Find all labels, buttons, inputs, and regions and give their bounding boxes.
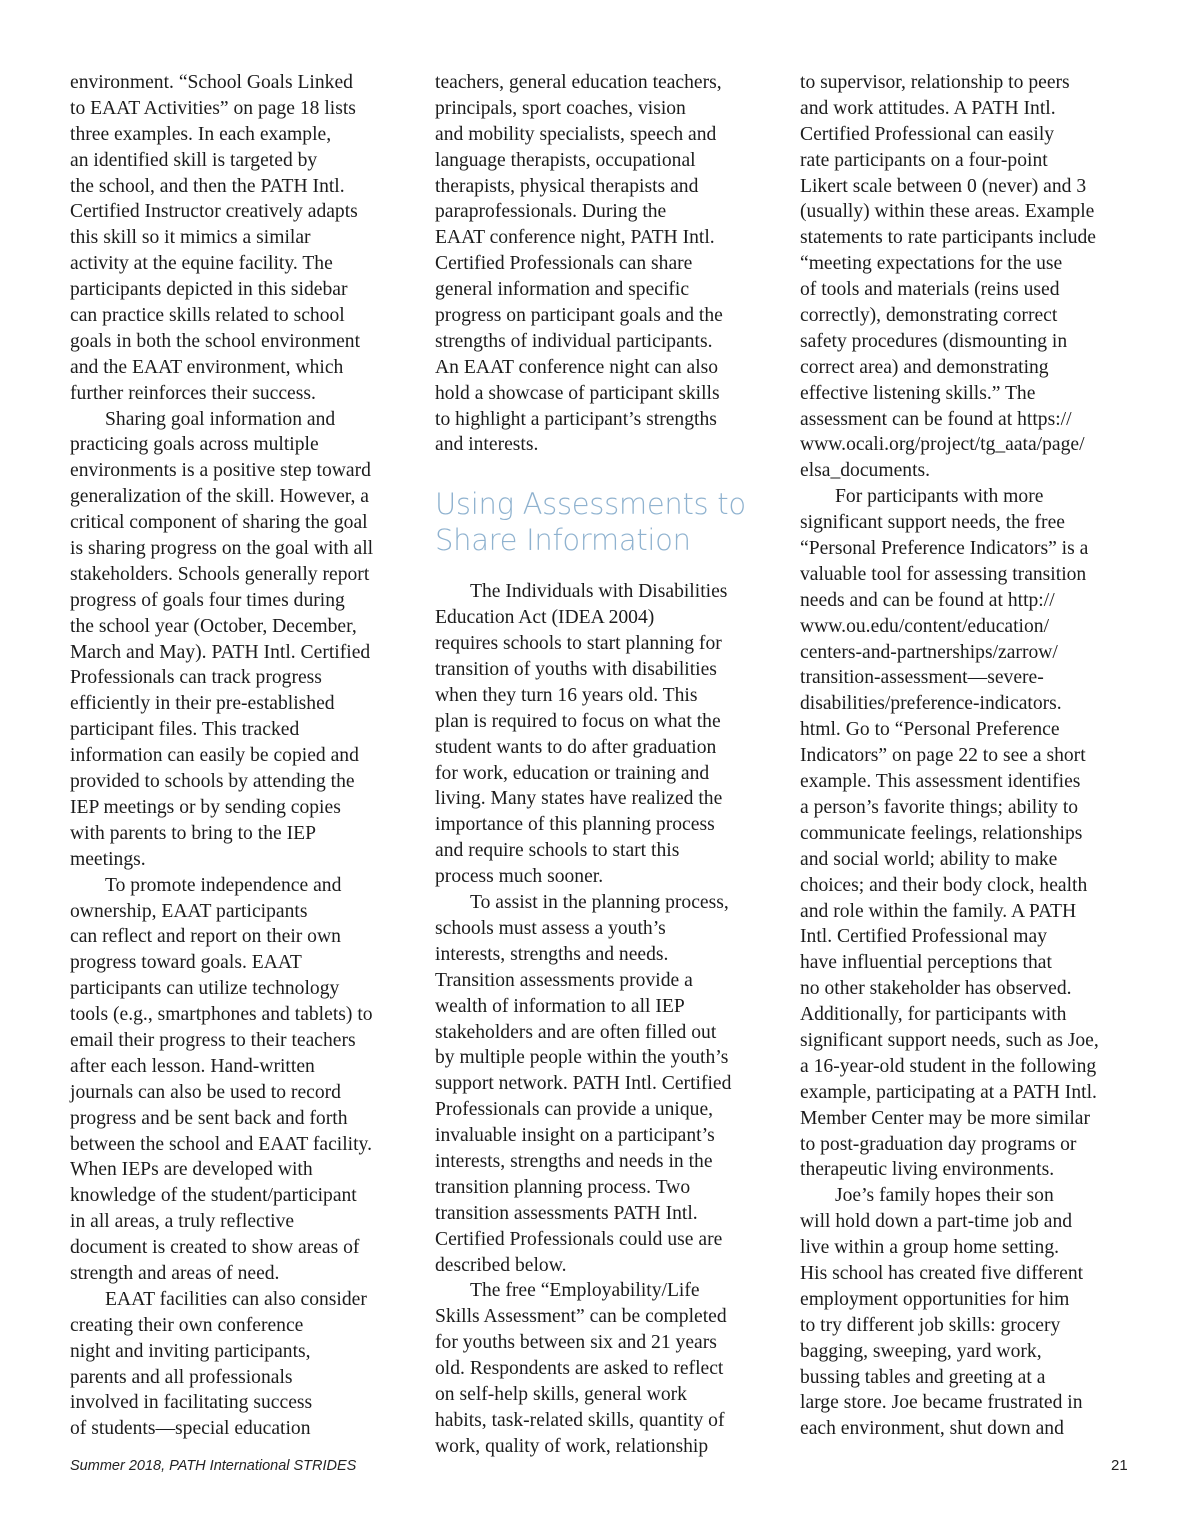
text-line: His school has created five different: [800, 1262, 1084, 1284]
text-line: progress on participant goals and the: [435, 305, 723, 327]
text-line: for youths between six and 21 years: [435, 1332, 717, 1354]
text-line: transition of youths with disabilities: [435, 659, 717, 681]
text-line: Transition assessments provide a: [435, 969, 693, 991]
paragraph-start-line: Sharing goal information and: [105, 408, 336, 430]
text-line: “meeting expectations for the use: [800, 253, 1063, 275]
text-column-2: [435, 70, 780, 1460]
text-line: activity at the equine facility. The: [70, 253, 333, 275]
text-line: Likert scale between 0 (never) and 3: [800, 175, 1087, 197]
text-line: principals, sport coaches, vision: [435, 97, 686, 119]
text-line: progress and be sent back and forth: [70, 1107, 348, 1129]
text-line: “Personal Preference Indicators” is a: [800, 538, 1089, 560]
paragraph-start-line: The free “Employability/Life: [470, 1280, 700, 1302]
text-line: Member Center may be more similar: [800, 1107, 1091, 1129]
text-line: of tools and materials (reins used: [800, 279, 1060, 301]
text-line: the school, and then the PATH Intl.: [70, 175, 345, 197]
text-line: an identified skill is targeted by: [70, 149, 318, 171]
text-line: critical component of sharing the goal: [70, 512, 368, 534]
text-line: paraprofessionals. During the: [435, 201, 667, 223]
text-line: meetings.: [70, 848, 146, 870]
text-column-3: [800, 70, 1145, 1442]
text-line: participants can utilize technology: [70, 978, 340, 1000]
text-line: generalization of the skill. However, a: [70, 486, 369, 508]
text-line: on self-help skills, general work: [435, 1383, 687, 1405]
text-line: strength and areas of need.: [70, 1262, 280, 1284]
text-line: significant support needs, such as Joe,: [800, 1029, 1099, 1051]
text-line: Education Act (IDEA 2004): [435, 607, 655, 629]
text-line: interests, strengths and needs in the: [435, 1150, 713, 1172]
text-line: progress toward goals. EAAT: [70, 952, 302, 974]
text-line: bussing tables and greeting at a: [800, 1366, 1046, 1388]
text-line: example. This assessment identifies: [800, 771, 1081, 793]
text-line: goals in both the school environment: [70, 330, 361, 352]
text-line: and mobility specialists, speech and: [435, 123, 717, 145]
paragraph-start-line: Joe’s family hopes their son: [835, 1185, 1054, 1207]
text-line: to post-graduation day programs or: [800, 1133, 1077, 1155]
text-line: stakeholders. Schools generally report: [70, 563, 370, 585]
text-line: progress of goals four times during: [70, 589, 345, 611]
text-line: transition-assessment—severe-: [800, 667, 1044, 689]
text-line: plan is required to focus on what the: [435, 710, 721, 732]
text-line: provided to schools by attending the: [70, 771, 355, 793]
text-line: choices; and their body clock, health: [800, 874, 1088, 896]
text-line: knowledge of the student/participant: [70, 1185, 357, 1207]
text-line: large store. Joe became frustrated in: [800, 1392, 1083, 1414]
text-line: strengths of individual participants.: [435, 330, 713, 352]
text-line: www.ocali.org/project/tg_aata/page/: [800, 434, 1085, 456]
text-line: March and May). PATH Intl. Certified: [70, 641, 371, 663]
text-line: disabilities/preference-indicators.: [800, 693, 1062, 715]
text-line: live within a group home setting.: [800, 1237, 1060, 1259]
text-line: Additionally, for participants with: [800, 1004, 1067, 1026]
paragraph-start-line: For participants with more: [835, 486, 1044, 508]
text-column-1: [70, 70, 415, 1442]
text-line: participants depicted in this sidebar: [70, 279, 348, 301]
paragraph-start-line: EAAT facilities can also consider: [105, 1288, 367, 1310]
text-line: a person’s favorite things; ability to: [800, 796, 1079, 818]
text-line: Professionals can provide a unique,: [435, 1099, 714, 1121]
text-line: old. Respondents are asked to reflect: [435, 1358, 724, 1380]
text-line: with parents to bring to the IEP: [70, 822, 316, 844]
text-line: to try different job skills: grocery: [800, 1314, 1061, 1336]
text-line: involved in facilitating success: [70, 1392, 313, 1414]
text-line: Professionals can track progress: [70, 667, 322, 689]
text-line: assessment can be found at https://: [800, 408, 1072, 430]
text-line: wealth of information to all IEP: [435, 995, 685, 1017]
text-line: a 16-year-old student in the following: [800, 1055, 1097, 1077]
text-line: student wants to do after graduation: [435, 736, 717, 758]
text-line: Indicators” on page 22 to see a short: [800, 745, 1086, 767]
text-line: schools must assess a youth’s: [435, 917, 666, 939]
text-line: teachers, general education teachers,: [435, 72, 722, 93]
text-line: When IEPs are developed with: [70, 1159, 313, 1181]
text-line: therapeutic living environments.: [800, 1159, 1055, 1181]
text-line: document is created to show areas of: [70, 1237, 360, 1259]
text-line: IEP meetings or by sending copies: [70, 796, 341, 818]
text-line: will hold down a part-time job and: [800, 1211, 1073, 1233]
text-line: Certified Professionals can share: [435, 253, 693, 275]
text-line: and interests.: [435, 434, 539, 456]
text-line: elsa_documents.: [800, 460, 931, 482]
text-line: transition assessments PATH Intl.: [435, 1202, 698, 1224]
paragraph-start-line: To promote independence and: [105, 874, 342, 896]
text-line: transition planning process. Two: [435, 1176, 691, 1198]
text-line: habits, task-related skills, quantity of: [435, 1409, 725, 1431]
text-line: by multiple people within the youth’s: [435, 1047, 729, 1069]
text-line: significant support needs, the free: [800, 512, 1065, 534]
text-line: invaluable insight on a participant’s: [435, 1125, 715, 1147]
text-line: needs and can be found at http://: [800, 589, 1055, 611]
text-line: html. Go to “Personal Preference: [800, 719, 1060, 741]
text-line: safety procedures (dismounting in: [800, 330, 1068, 352]
text-line: of students—special education: [70, 1418, 311, 1440]
text-line: parents and all professionals: [70, 1366, 293, 1388]
text-line: creating their own conference: [70, 1314, 304, 1336]
text-line: and social world; ability to make: [800, 848, 1058, 870]
text-line: effective listening skills.” The: [800, 382, 1036, 404]
text-line: night and inviting participants,: [70, 1340, 311, 1362]
text-line: and work attitudes. A PATH Intl.: [800, 97, 1056, 119]
text-line: environment. “School Goals Linked: [70, 72, 353, 93]
text-line: interests, strengths and needs.: [435, 943, 669, 965]
text-line: no other stakeholder has observed.: [800, 978, 1072, 1000]
text-line: when they turn 16 years old. This: [435, 684, 698, 706]
footer-publication: Summer 2018, PATH International STRIDES: [70, 1458, 357, 1474]
text-line: for work, education or training and: [435, 762, 710, 784]
text-line: process much sooner.: [435, 866, 604, 888]
text-line: email their progress to their teachers: [70, 1029, 356, 1051]
text-line: between the school and EAAT facility.: [70, 1133, 372, 1155]
text-line: and require schools to start this: [435, 840, 680, 862]
text-line: correct area) and demonstrating: [800, 356, 1049, 378]
text-line: ownership, EAAT participants: [70, 900, 308, 922]
text-line: Certified Professional can easily: [800, 123, 1055, 145]
text-line: EAAT conference night, PATH Intl.: [435, 227, 715, 249]
text-line: in all areas, a truly reflective: [70, 1211, 295, 1233]
text-line: to highlight a participant’s strengths: [435, 408, 717, 430]
text-line: participant files. This tracked: [70, 719, 300, 741]
text-line: practicing goals across multiple: [70, 434, 319, 456]
text-line: is sharing progress on the goal with all: [70, 538, 374, 560]
text-line: general information and specific: [435, 279, 690, 301]
text-line: environments is a positive step toward: [70, 460, 371, 482]
text-line: after each lesson. Hand-written: [70, 1055, 315, 1077]
text-line: Skills Assessment” can be completed: [435, 1306, 727, 1328]
text-line: rate participants on a four-point: [800, 149, 1048, 171]
text-line: therapists, physical therapists and: [435, 175, 699, 197]
text-line: employment opportunities for him: [800, 1288, 1070, 1310]
text-line: and role within the family. A PATH: [800, 900, 1077, 922]
section-heading-line-2: Share Information: [435, 523, 691, 558]
section-heading: [435, 486, 780, 558]
text-line: described below.: [435, 1254, 567, 1276]
text-line: journals can also be used to record: [70, 1081, 341, 1103]
text-line: support network. PATH Intl. Certified: [435, 1073, 732, 1095]
text-line: communicate feelings, relationships: [800, 822, 1083, 844]
text-line: correctly), demonstrating correct: [800, 305, 1058, 327]
text-line: example, participating at a PATH Intl.: [800, 1081, 1097, 1103]
text-line: have influential perceptions that: [800, 952, 1052, 974]
text-line: each environment, shut down and: [800, 1418, 1064, 1440]
section-heading-line-1: Using Assessments to: [435, 487, 746, 522]
text-line: hold a showcase of participant skills: [435, 382, 720, 404]
text-line: www.ou.edu/content/education/: [800, 615, 1050, 637]
text-line: (usually) within these areas. Example: [800, 201, 1095, 223]
text-line: can reflect and report on their own: [70, 926, 341, 948]
text-line: living. Many states have realized the: [435, 788, 723, 810]
text-line: Certified Professionals could use are: [435, 1228, 723, 1250]
text-line: language therapists, occupational: [435, 149, 696, 171]
text-line: bagging, sweeping, yard work,: [800, 1340, 1042, 1362]
text-line: this skill so it mimics a similar: [70, 227, 311, 249]
text-line: centers-and-partnerships/zarrow/: [800, 641, 1058, 663]
text-line: three examples. In each example,: [70, 123, 332, 145]
text-line: further reinforces their success.: [70, 382, 316, 404]
text-line: information can easily be copied and: [70, 745, 359, 767]
text-line: importance of this planning process: [435, 814, 715, 836]
text-line: Certified Instructor creatively adapts: [70, 201, 358, 223]
text-line: tools (e.g., smartphones and tablets) to: [70, 1004, 373, 1026]
paragraph-start-line: To assist in the planning process,: [470, 892, 729, 914]
text-line: to supervisor, relationship to peers: [800, 72, 1070, 93]
text-line: and the EAAT environment, which: [70, 356, 344, 378]
text-line: valuable tool for assessing transition: [800, 563, 1087, 585]
paragraph-start-line: The Individuals with Disabilities: [470, 581, 728, 603]
text-line: work, quality of work, relationship: [435, 1435, 709, 1457]
text-line: can practice skills related to school: [70, 305, 345, 327]
text-line: An EAAT conference night can also: [435, 356, 719, 378]
text-line: to EAAT Activities” on page 18 lists: [70, 97, 356, 119]
text-line: Intl. Certified Professional may: [800, 926, 1048, 948]
text-line: the school year (October, December,: [70, 615, 357, 637]
text-line: statements to rate participants include: [800, 227, 1096, 249]
text-line: requires schools to start planning for: [435, 633, 722, 655]
text-line: stakeholders and are often filled out: [435, 1021, 717, 1043]
text-line: efficiently in their pre-established: [70, 693, 335, 715]
page-number: 21: [1111, 1457, 1128, 1474]
